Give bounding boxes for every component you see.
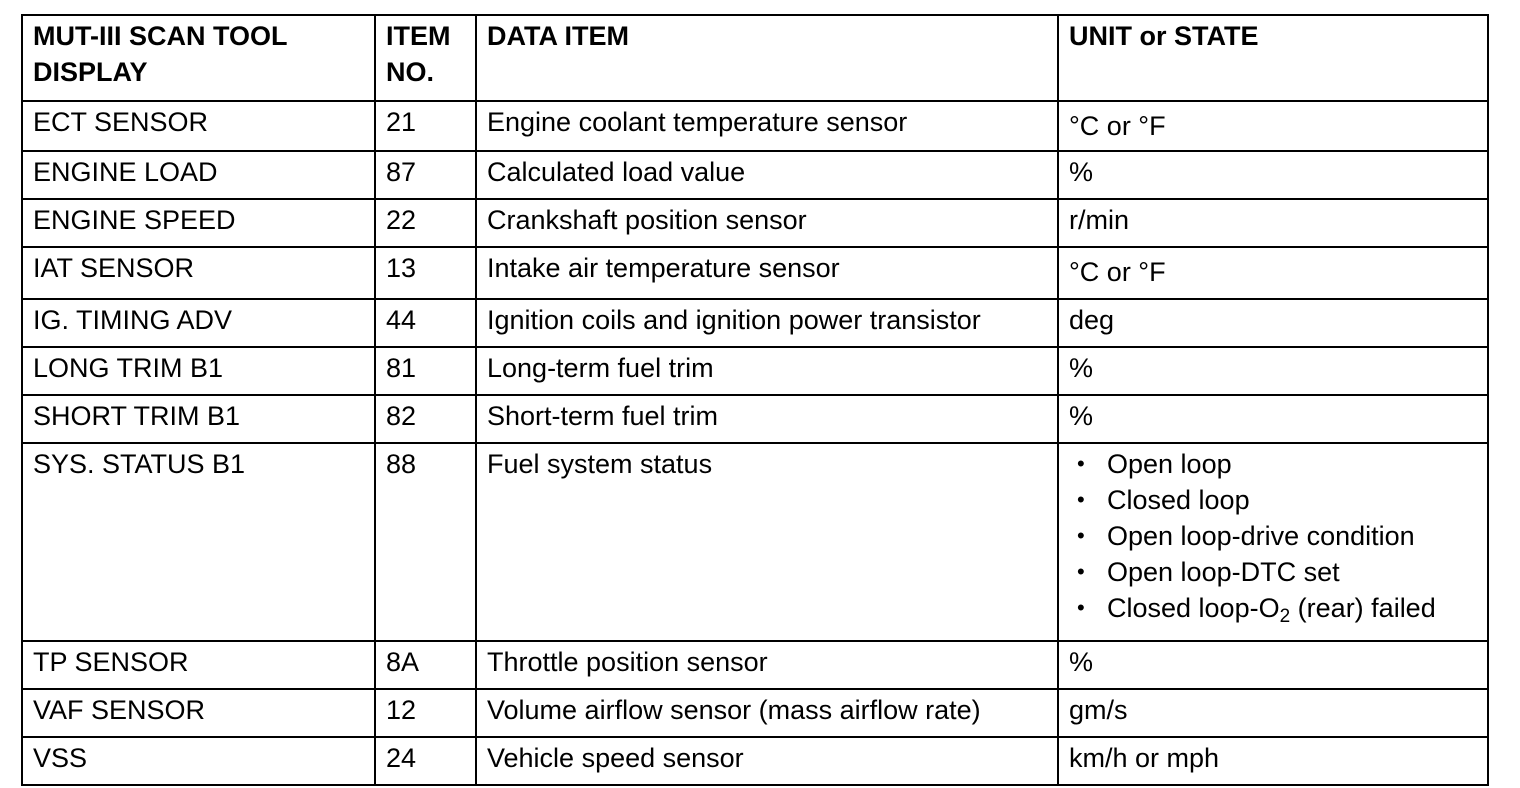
data-item-text: Fuel system status (487, 449, 713, 479)
state-text: Closed loop (1107, 485, 1250, 515)
item-no-text: 12 (386, 695, 417, 725)
item-no-text: 82 (386, 401, 417, 431)
item-no-text: 88 (386, 449, 417, 479)
unit-text: gm/s (1069, 695, 1128, 725)
cell-display (22, 101, 375, 151)
data-item-text: Ignition coils and ignition power transistor (487, 305, 981, 335)
scan-tool-data-table (21, 14, 1489, 786)
table-row (22, 247, 1488, 299)
data-item-text: Throttle position sensor (487, 647, 768, 677)
display-text: SYS. STATUS B1 (33, 449, 246, 479)
table-row (22, 641, 1488, 689)
cell-data-item (476, 247, 1058, 299)
cell-display (22, 737, 375, 785)
cell-display (22, 347, 375, 395)
cell-unit (1058, 299, 1488, 347)
bullet-icon: • (1077, 487, 1085, 512)
unit-text: deg (1069, 305, 1115, 335)
header-display (22, 15, 375, 101)
cell-data-item (476, 737, 1058, 785)
unit-text: % (1069, 157, 1094, 187)
cell-item-no (375, 347, 476, 395)
cell-states (1058, 443, 1488, 641)
cell-unit (1058, 347, 1488, 395)
display-text: ENGINE SPEED (33, 205, 236, 235)
data-item-text: Calculated load value (487, 157, 746, 187)
unit-text: % (1069, 647, 1094, 677)
display-text: ECT SENSOR (33, 107, 209, 137)
cell-unit (1058, 101, 1488, 151)
cell-data-item (476, 395, 1058, 443)
bullet-icon: • (1077, 523, 1085, 548)
state-item (1069, 446, 1481, 482)
data-item-text: Crankshaft position sensor (487, 205, 807, 235)
cell-data-item (476, 299, 1058, 347)
data-item-text: Intake air temperature sensor (487, 253, 840, 283)
cell-display (22, 689, 375, 737)
state-item (1069, 590, 1481, 626)
cell-item-no (375, 151, 476, 199)
cell-item-no (375, 101, 476, 151)
cell-unit (1058, 689, 1488, 737)
display-text: SHORT TRIM B1 (33, 401, 241, 431)
state-item (1069, 482, 1481, 518)
cell-unit (1058, 199, 1488, 247)
display-text: IG. TIMING ADV (33, 305, 233, 335)
state-text: Open loop-DTC set (1107, 557, 1340, 587)
data-item-text: Long-term fuel trim (487, 353, 714, 383)
cell-item-no (375, 199, 476, 247)
cell-unit (1058, 151, 1488, 199)
state-item (1069, 554, 1481, 590)
cell-item-no (375, 641, 476, 689)
state-text-suffix: (rear) failed (1290, 593, 1436, 623)
display-text: TP SENSOR (33, 647, 189, 677)
data-item-text: Volume airflow sensor (mass airflow rate) (487, 695, 981, 725)
cell-data-item (476, 443, 1058, 641)
unit-text: km/h or mph (1069, 743, 1220, 773)
data-item-text: Engine coolant temperature sensor (487, 107, 908, 137)
state-item (1069, 518, 1481, 554)
unit-text: °C or °F (1069, 257, 1166, 287)
table-row (22, 151, 1488, 199)
cell-display (22, 395, 375, 443)
cell-data-item (476, 347, 1058, 395)
cell-unit (1058, 641, 1488, 689)
table-row (22, 737, 1488, 785)
cell-data-item (476, 101, 1058, 151)
header-data-item-label: DATA ITEM (487, 21, 629, 51)
table-row (22, 347, 1488, 395)
cell-data-item (476, 151, 1058, 199)
header-unit-state-label: UNIT or STATE (1069, 21, 1259, 51)
header-item-no (375, 15, 476, 101)
table-row (22, 443, 1488, 641)
unit-text: % (1069, 401, 1094, 431)
unit-text: % (1069, 353, 1094, 383)
unit-text: r/min (1069, 205, 1129, 235)
state-text-prefix: Closed loop-O (1107, 593, 1280, 623)
cell-display (22, 641, 375, 689)
table-row (22, 199, 1488, 247)
header-display-label: MUT-III SCAN TOOL DISPLAY (33, 21, 288, 87)
bullet-icon: • (1077, 595, 1085, 620)
header-data-item (476, 15, 1058, 101)
data-item-text: Short-term fuel trim (487, 401, 719, 431)
cell-display (22, 247, 375, 299)
header-item-no-label: ITEM NO. (386, 21, 451, 87)
bullet-icon: • (1077, 559, 1085, 584)
cell-item-no (375, 247, 476, 299)
data-item-text: Vehicle speed sensor (487, 743, 744, 773)
cell-item-no (375, 395, 476, 443)
header-unit-state (1058, 15, 1488, 101)
cell-display (22, 299, 375, 347)
item-no-text: 87 (386, 157, 417, 187)
cell-data-item (476, 689, 1058, 737)
cell-unit (1058, 737, 1488, 785)
item-no-text: 13 (386, 253, 417, 283)
item-no-text: 21 (386, 107, 417, 137)
fuel-system-state-list (1069, 444, 1481, 626)
cell-item-no (375, 689, 476, 737)
table-header-row (22, 15, 1488, 101)
table-row (22, 689, 1488, 737)
display-text: LONG TRIM B1 (33, 353, 224, 383)
state-text: Open loop-drive condition (1107, 521, 1415, 551)
table-row (22, 395, 1488, 443)
cell-display (22, 199, 375, 247)
cell-item-no (375, 299, 476, 347)
item-no-text: 22 (386, 205, 417, 235)
display-text: VSS (33, 743, 88, 773)
table-row (22, 299, 1488, 347)
state-text-subscript: 2 (1279, 606, 1291, 627)
display-text: VAF SENSOR (33, 695, 206, 725)
bullet-icon: • (1077, 451, 1085, 476)
cell-item-no (375, 443, 476, 641)
cell-unit (1058, 247, 1488, 299)
cell-display (22, 443, 375, 641)
display-text: IAT SENSOR (33, 253, 195, 283)
cell-data-item (476, 641, 1058, 689)
display-text: ENGINE LOAD (33, 157, 218, 187)
unit-text: °C or °F (1069, 111, 1166, 141)
table-row (22, 101, 1488, 151)
cell-display (22, 151, 375, 199)
state-text: Open loop (1107, 449, 1232, 479)
item-no-text: 44 (386, 305, 417, 335)
cell-unit (1058, 395, 1488, 443)
item-no-text: 81 (386, 353, 417, 383)
item-no-text: 24 (386, 743, 417, 773)
item-no-text: 8A (386, 647, 420, 677)
cell-data-item (476, 199, 1058, 247)
cell-item-no (375, 737, 476, 785)
